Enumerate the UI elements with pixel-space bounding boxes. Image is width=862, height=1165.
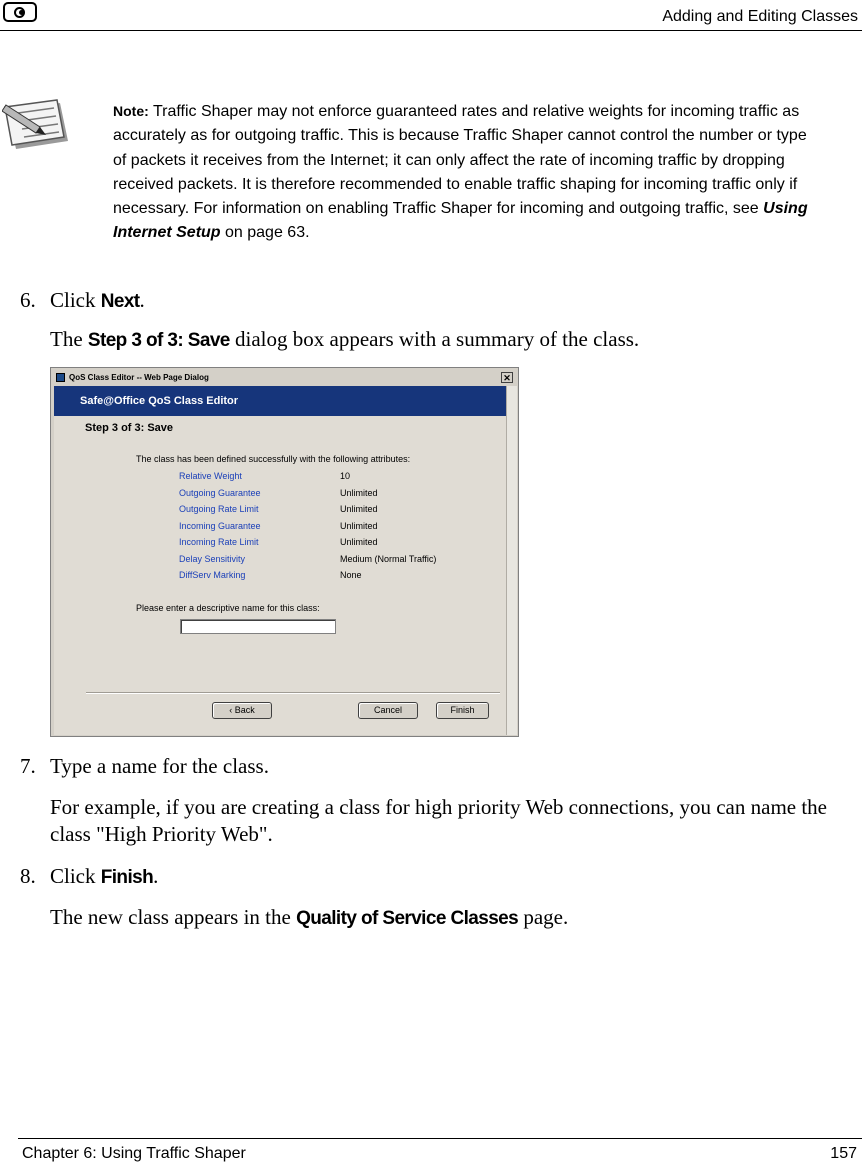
dialog-banner-title: Safe@Office QoS Class Editor [80,395,239,407]
dialog-separator [86,692,500,694]
attribute-value: Unlimited [340,488,378,498]
step-number: 7. [20,754,36,778]
cancel-button[interactable]: Cancel [358,702,418,719]
para-text: dialog box appears with a summary of the class. [229,327,640,351]
attribute-name: Relative Weight [179,471,242,481]
dialog-window-title: QoS Class Editor -- Web Page Dialog [69,373,209,382]
dialog-body [54,416,506,735]
header-rule [0,30,862,31]
attribute-name: Delay Sensitivity [179,554,246,564]
attribute-value: Unlimited [340,537,378,547]
note-body: Traffic Shaper may not enforce guaranteed rates and relative weights for incoming traffic as accurately as for outgoing traffic. This is because Traffic Shaper cannot control the number or type of packets it receives from the Internet; it can only affect the rate of incoming traffic by dropping received packets. It is therefore recommended to enable traffic shaping for incoming traffic only if necessary. For information on enabling Traffic Shaper for incoming and outgoing traffic, see [113,103,807,218]
attribute-value: 10 [340,471,351,481]
example-paragraph: For example, if you are creating a class for high priority Web connections, you can name the class "High Priority Web". [50,795,827,846]
attribute-name: DiffServ Marking [179,570,246,580]
dialog-banner [54,386,506,416]
finish-button[interactable]: Finish [436,702,489,719]
running-header-title: Adding and Editing Classes [662,8,858,25]
step-number: 6. [20,288,36,312]
dialog-titlebar [53,370,516,386]
step-punct: . [153,864,159,888]
close-icon[interactable]: ✕ [501,372,513,383]
attribute-value: None [340,570,362,580]
class-name-input[interactable] [180,619,336,634]
step3-description [50,326,850,354]
step-text: Type a name for the class. [50,754,269,778]
note-cross-reference: Using Internet Setup [113,200,808,242]
dialog-intro-text: The class has been defined successfully with the following attributes: [136,454,411,464]
attribute-name: Incoming Rate Limit [179,537,259,547]
notepad-pencil-icon [2,97,70,151]
para-text: The new class appears in the [50,905,297,929]
attribute-value: Unlimited [340,521,378,531]
step-6 [20,287,840,313]
ui-term-finish: Finish [100,867,154,888]
note-paragraph [113,99,813,246]
ui-term-step-3-save: Step 3 of 3: Save [87,330,230,351]
step-number: 8. [20,864,36,888]
check-point-logo-icon [3,2,37,22]
attribute-name: Incoming Guarantee [179,521,261,531]
class-name-prompt: Please enter a descriptive name for this class: [136,603,320,613]
step-8 [20,863,840,889]
step-punct: . [139,288,145,312]
para-text: The [50,327,88,351]
attribute-value: Medium (Normal Traffic) [340,554,437,564]
note-label: Note: [113,103,149,119]
dialog-step-heading: Step 3 of 3: Save [85,422,174,434]
page-number: 157 [830,1145,857,1162]
ui-term-next: Next [100,291,140,312]
result-paragraph [50,904,850,932]
step-text: Click [50,288,101,312]
footer-rule [18,1138,862,1139]
attribute-name: Outgoing Rate Limit [179,504,259,514]
attribute-name: Outgoing Guarantee [179,488,261,498]
qos-class-editor-dialog [50,367,519,737]
footer-chapter: Chapter 6: Using Traffic Shaper [22,1145,246,1162]
attribute-value: Unlimited [340,504,378,514]
back-button[interactable]: ‹ Back [212,702,272,719]
note-page-reference: on page 63. [220,224,310,242]
window-icon [56,373,65,382]
step-text: Click [50,864,101,888]
para-text: page. [518,905,569,929]
step-7 [20,753,840,779]
ui-term-quality-of-service-classes: Quality of Service Classes [296,908,519,929]
dialog-scrollbar[interactable] [506,386,517,735]
